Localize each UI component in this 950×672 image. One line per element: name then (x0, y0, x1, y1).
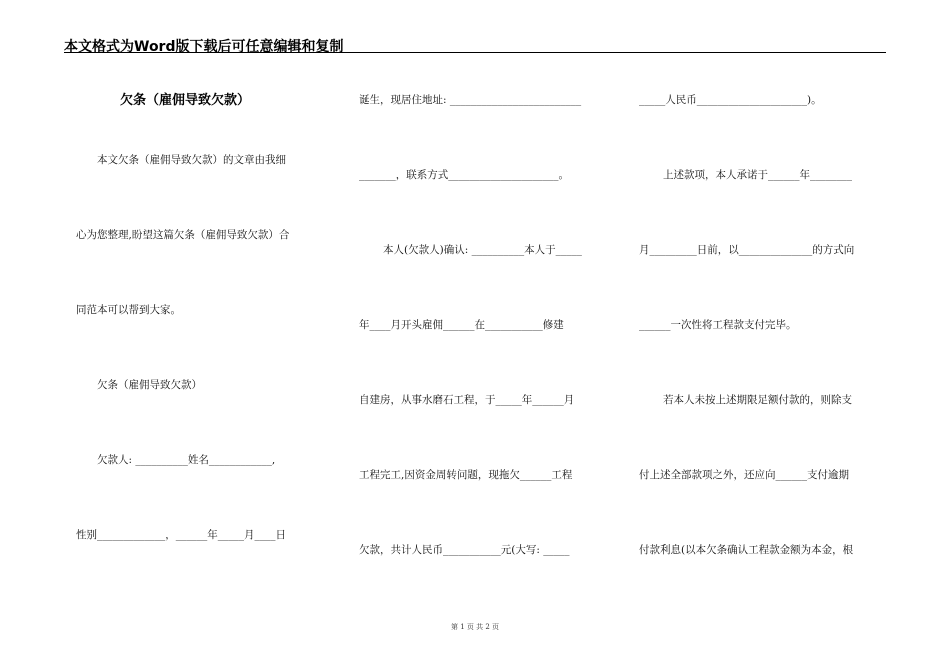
text-line: 诞生，现居住地址: _________________________ (359, 94, 582, 106)
text-line: _______，联系方式_____________________。 (359, 169, 569, 181)
text-line: 自建房，从事水磨石工程，于_____年______月 (359, 394, 575, 406)
text-line: 月_________日前，以______________的方式向 (639, 244, 855, 256)
text-line: 付款利息(以本欠条确认工程款金额为本金，根 (639, 544, 854, 556)
text-line: 若本人未按上述期限足额付款的，则除支 (663, 394, 852, 406)
text-line: 工程完工,因资金周转问题，现拖欠______工程 (359, 469, 573, 481)
text-line: ______一次性将工程款支付完毕。 (639, 319, 797, 331)
text-line: 欠款，共计人民币___________元(大写: _____ (359, 544, 570, 556)
text-line: _____人民币_____________________)。 (639, 94, 822, 106)
text-line: 年____月开头雇佣______在___________修建 (359, 319, 564, 331)
document-title: 欠条（雇佣导致欠款） (120, 93, 251, 108)
text-line: 本文欠条（雇佣导致欠款）的文章由我细 (97, 154, 286, 166)
document-header: 本文格式为Word版下载后可任意编辑和复制 (64, 39, 344, 55)
text-line: 上述款项，本人承诺于______年________ (663, 169, 852, 181)
page-number: 第 1 页 共 2 页 (450, 623, 500, 631)
text-line: 本人(欠款人)确认: __________本人于_____ (383, 244, 582, 256)
header-divider (64, 52, 886, 53)
text-line: 付上述全部款项之外，还应向______支付逾期 (639, 469, 849, 481)
text-line: 欠款人: __________姓名____________, (97, 454, 276, 466)
text-line: 性别_____________，______年_____月____日 (76, 529, 286, 541)
section-heading: 欠条（雇佣导致欠款） (97, 379, 202, 391)
text-line: 心为您整理,盼望这篇欠条（雇佣导致欠款）合 (76, 229, 290, 241)
text-line: 同范本可以帮到大家。 (76, 304, 181, 316)
